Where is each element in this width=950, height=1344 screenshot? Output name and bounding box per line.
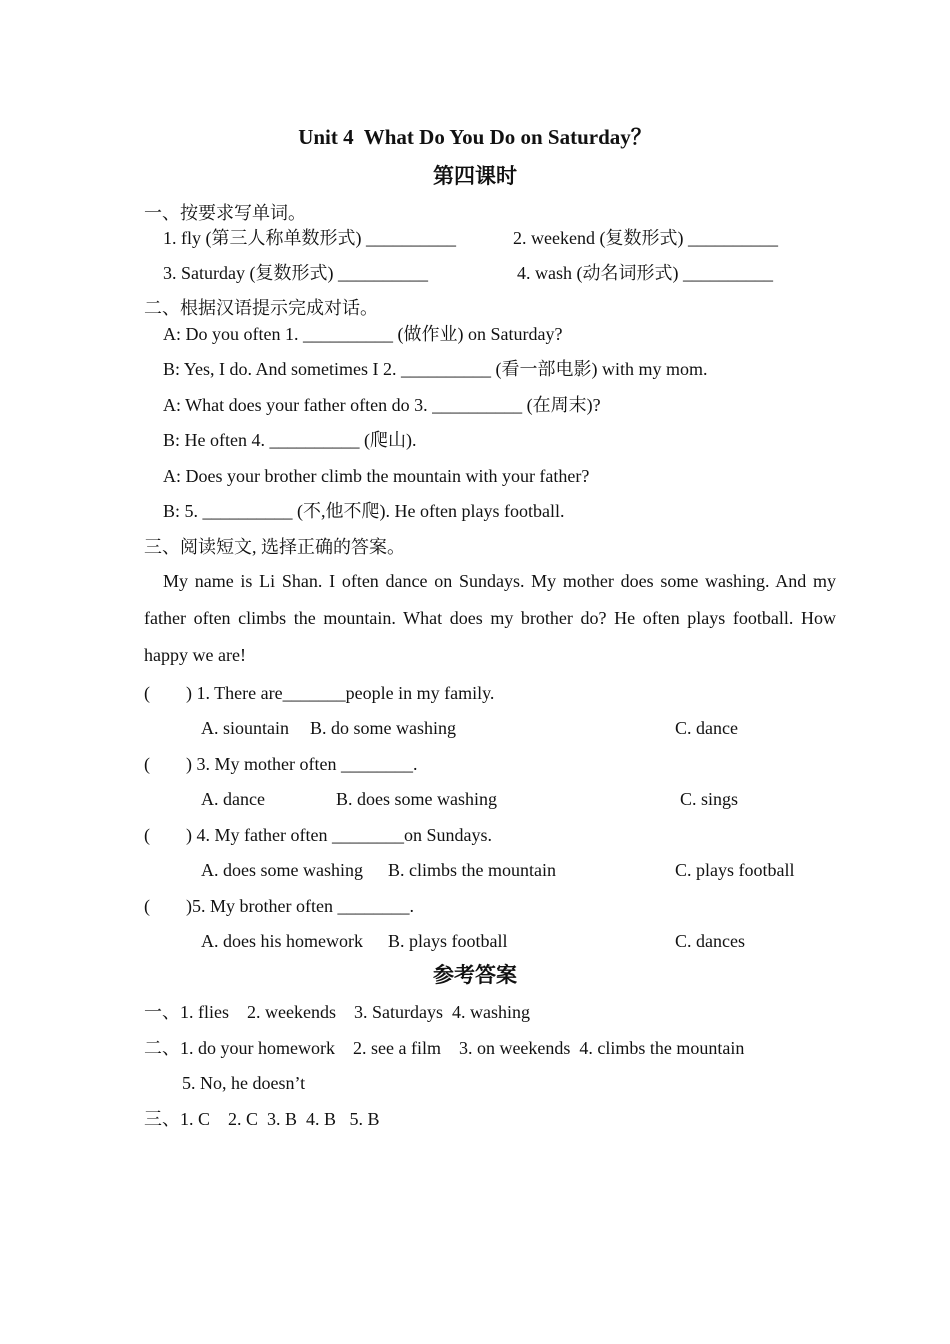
- reading-passage: My name is Li Shan. I often dance on Sundays. My mother does some washing. And my father often climbs the mountain. What does my brother do? He often plays football. How happy we are!: [144, 571, 836, 665]
- option-c: C. dance: [675, 718, 738, 738]
- option-a: A. does his homework: [201, 931, 363, 951]
- section1-q2: 2. weekend (复数形式) __________: [513, 228, 778, 248]
- section1-q1: 1. fly (第三人称单数形式) __________: [163, 228, 456, 248]
- option-a: A. siountain: [201, 718, 289, 738]
- dialogue-line: B: Yes, I do. And sometimes I 2. __________ (看一部电影) with my mom.: [163, 359, 708, 379]
- answers-line-3: 三、1. C 2. C 3. B 4. B 5. B: [144, 1109, 380, 1129]
- dialogue-line: A: What does your father often do 3. __________ (在周末)?: [163, 395, 601, 415]
- section3-heading: 三、阅读短文, 选择正确的答案。: [144, 537, 405, 557]
- dialogue-line: A: Does your brother climb the mountain with your father?: [163, 466, 590, 486]
- option-b: B. plays football: [388, 931, 508, 951]
- answers-line-1: 一、1. flies 2. weekends 3. Saturdays 4. washing: [144, 1002, 530, 1022]
- section1-heading: 一、按要求写单词。: [144, 203, 306, 223]
- question-5: ( )5. My brother often ________.: [144, 896, 414, 916]
- section1-q3: 3. Saturday (复数形式) __________: [163, 263, 428, 283]
- question-1-blank: _______: [282, 683, 346, 703]
- page-title: Unit 4 What Do You Do on Saturday？: [298, 125, 652, 149]
- dialogue-line: B: 5. __________ (不,他不爬). He often plays football.: [163, 501, 565, 521]
- dialogue-line: B: He often 4. __________ (爬山).: [163, 430, 417, 450]
- section2-heading: 二、根据汉语提示完成对话。: [144, 298, 378, 318]
- question-1-stem-start: ( ) 1. There are: [144, 683, 283, 703]
- section1-q4: 4. wash (动名词形式) __________: [517, 263, 773, 283]
- lesson-subtitle: 第四课时: [433, 164, 517, 188]
- answers-line-2: 二、1. do your homework 2. see a film 3. on weekends 4. climbs the mountain: [144, 1038, 745, 1058]
- option-c: C. plays football: [675, 860, 795, 880]
- option-c: C. sings: [680, 789, 739, 809]
- option-a: A. does some washing: [201, 860, 363, 880]
- question-1: [144, 682, 494, 704]
- answers-line-2b: 5. No, he doesn’t: [182, 1073, 306, 1093]
- dialogue-line: A: Do you often 1. __________ (做作业) on Saturday?: [163, 324, 563, 344]
- option-c: C. dances: [675, 931, 745, 951]
- option-a: A. dance: [201, 789, 265, 809]
- option-b: B. do some washing: [310, 718, 456, 738]
- option-b: B. climbs the mountain: [388, 860, 556, 880]
- option-b: B. does some washing: [336, 789, 497, 809]
- answers-heading: 参考答案: [433, 963, 517, 987]
- question-4: ( ) 4. My father often ________on Sundays.: [144, 825, 492, 845]
- question-1-stem-end: people in my family.: [345, 683, 495, 703]
- question-3: ( ) 3. My mother often ________.: [144, 754, 418, 774]
